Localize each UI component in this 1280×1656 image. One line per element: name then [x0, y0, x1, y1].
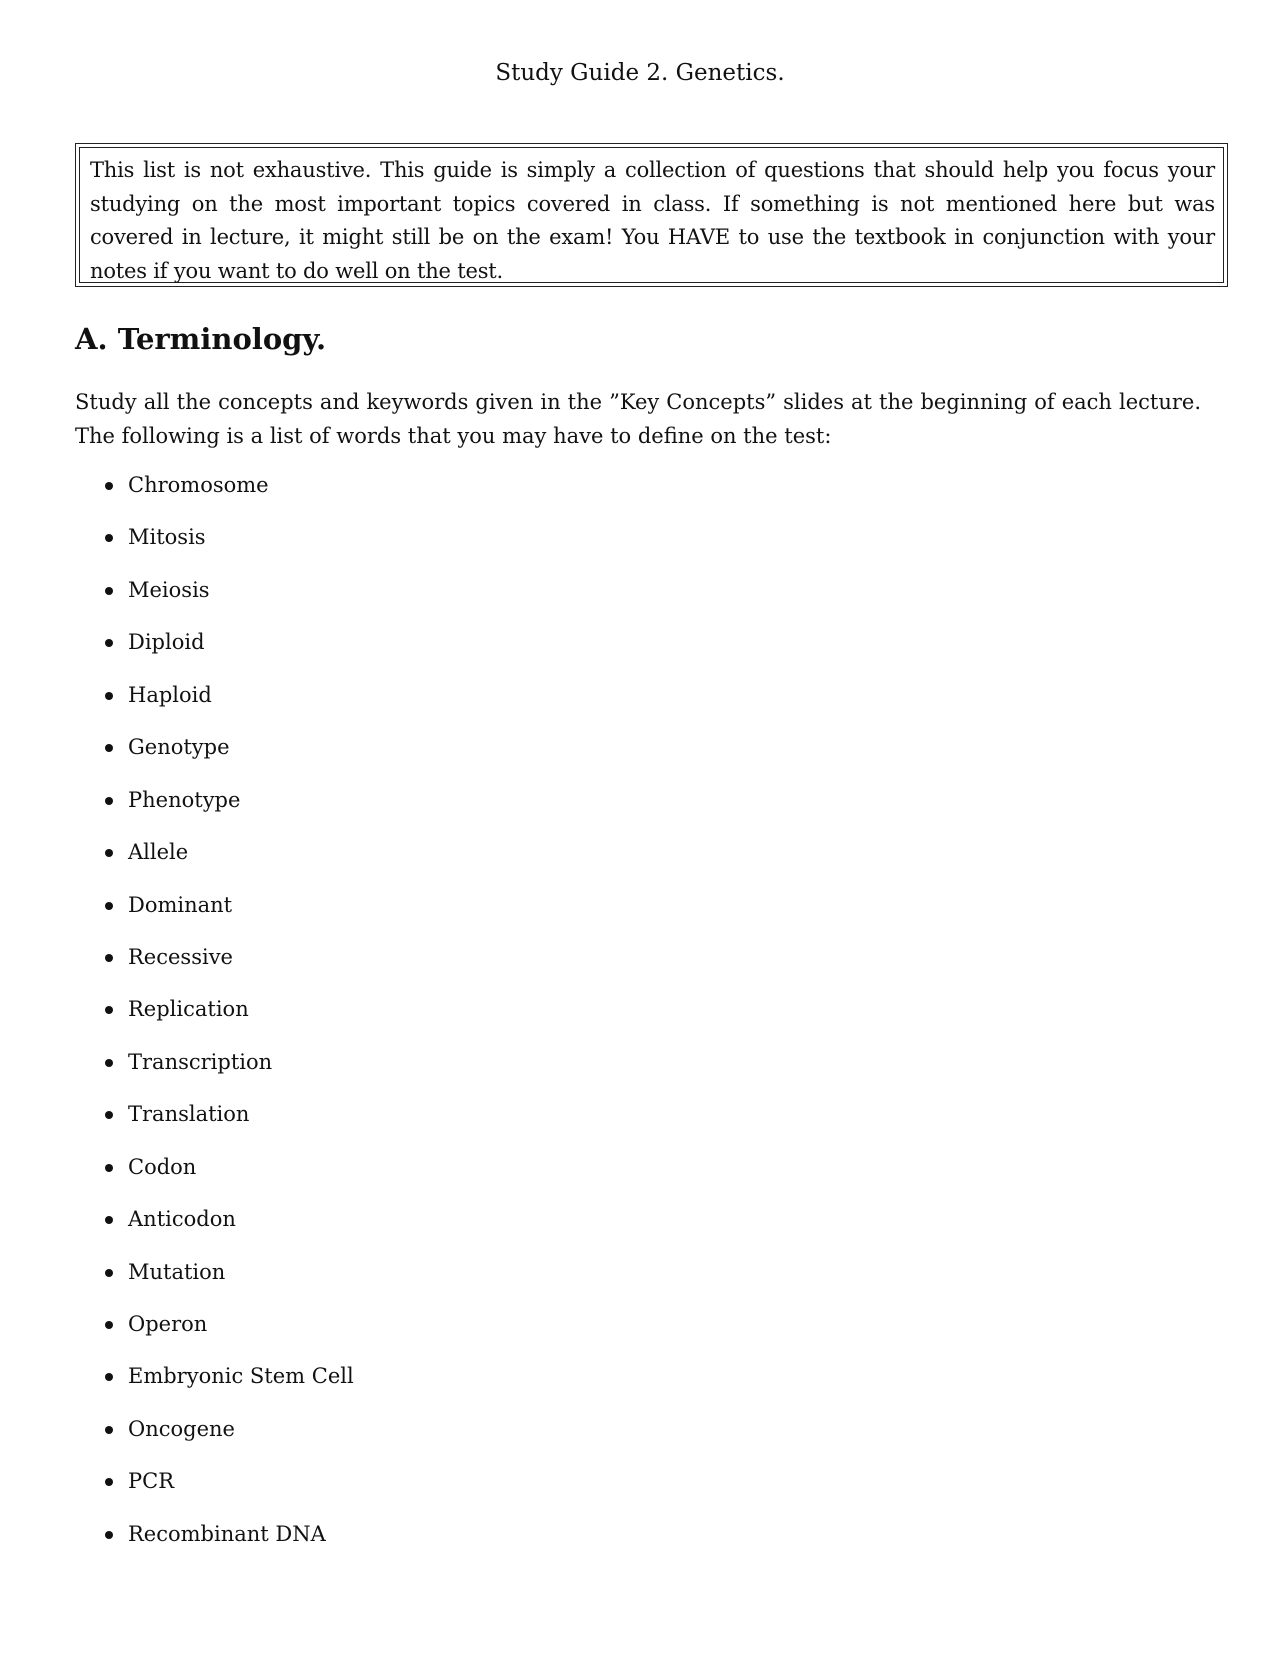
notice-box	[75, 143, 1228, 287]
bullet-icon	[105, 587, 113, 595]
list-item	[105, 890, 354, 942]
term-label: Recombinant DNA	[128, 1521, 326, 1546]
list-item	[105, 837, 354, 889]
terminology-list	[105, 470, 354, 1571]
section-intro: Study all the concepts and keywords given in the ”Key Concepts” slides at the beginning of each lecture. The following is a list of words that you may have to define on the test:	[75, 390, 1201, 448]
list-item	[105, 1361, 354, 1413]
term-label: Genotype	[128, 735, 230, 760]
list-item	[105, 1099, 354, 1151]
list-item	[105, 470, 354, 522]
list-item	[105, 680, 354, 732]
bullet-icon	[105, 1269, 113, 1277]
bullet-icon	[105, 744, 113, 752]
bullet-icon	[105, 1006, 113, 1014]
list-item	[105, 1414, 354, 1466]
term-label: PCR	[128, 1469, 175, 1494]
bullet-icon	[105, 902, 113, 910]
bullet-icon	[105, 692, 113, 700]
bullet-icon	[105, 849, 113, 857]
term-label: Recessive	[128, 944, 233, 969]
list-item	[105, 627, 354, 679]
list-item	[105, 575, 354, 627]
document-title: Study Guide 2. Genetics.	[495, 60, 785, 86]
bullet-icon	[105, 1321, 113, 1329]
bullet-icon	[105, 1216, 113, 1224]
bullet-icon	[105, 1373, 113, 1381]
bullet-icon	[105, 1059, 113, 1067]
term-label: Phenotype	[128, 787, 241, 812]
bullet-icon	[105, 1478, 113, 1486]
term-label: Oncogene	[128, 1416, 235, 1441]
list-item	[105, 1309, 354, 1361]
term-label: Codon	[128, 1154, 197, 1179]
term-label: Transcription	[128, 1049, 273, 1074]
list-item	[105, 1466, 354, 1518]
term-label: Embryonic Stem Cell	[128, 1364, 354, 1389]
bullet-icon	[105, 639, 113, 647]
term-label: Meiosis	[128, 577, 210, 602]
bullet-icon	[105, 534, 113, 542]
list-item	[105, 1047, 354, 1099]
list-item	[105, 1152, 354, 1204]
bullet-icon	[105, 1531, 113, 1539]
list-item	[105, 994, 354, 1046]
term-label: Anticodon	[128, 1207, 236, 1232]
list-item	[105, 942, 354, 994]
list-item	[105, 785, 354, 837]
bullet-icon	[105, 482, 113, 490]
term-label: Allele	[128, 840, 189, 865]
bullet-icon	[105, 954, 113, 962]
term-label: Operon	[128, 1312, 208, 1336]
notice-text: This list is not exhaustive. This guide is simply a collection of questions that should help you focus your studying on the most important topics covered in class. If something is not mentioned here but was covered in lecture, it might still be on the exam! You HAVE to use the textbook in conjunction with your notes if you want to do well on the test.	[79, 147, 1224, 283]
list-item	[105, 1204, 354, 1256]
term-label: Replication	[128, 997, 249, 1022]
list-item	[105, 522, 354, 574]
bullet-icon	[105, 1426, 113, 1434]
term-label: Mutation	[128, 1259, 226, 1284]
term-label: Mitosis	[128, 525, 206, 550]
list-item	[105, 1257, 354, 1309]
bullet-icon	[105, 1164, 113, 1172]
list-item	[105, 1519, 354, 1571]
term-label: Diploid	[128, 630, 205, 655]
bullet-icon	[105, 797, 113, 805]
section-heading-terminology: A. Terminology.	[75, 322, 327, 356]
term-label: Haploid	[128, 682, 212, 707]
term-label: Dominant	[128, 892, 233, 917]
term-label: Chromosome	[128, 473, 269, 497]
list-item	[105, 732, 354, 784]
bullet-icon	[105, 1111, 113, 1119]
term-label: Translation	[128, 1102, 250, 1127]
